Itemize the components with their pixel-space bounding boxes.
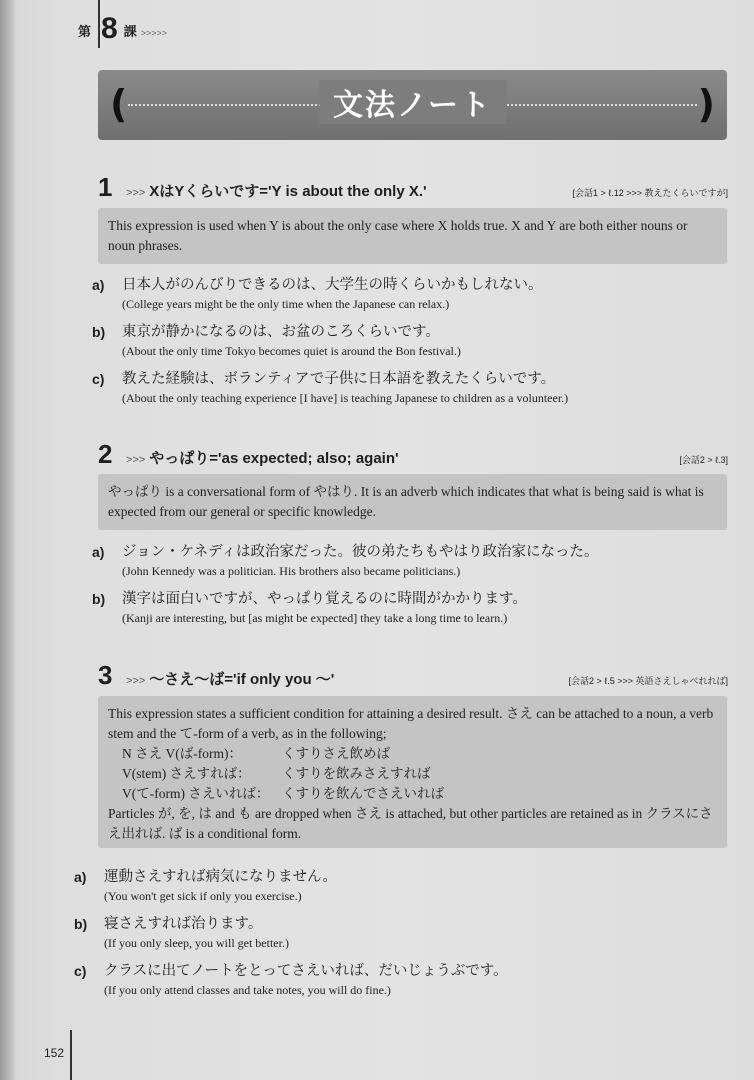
example-japanese: 日本人がのんびりできるのは、大学生の時くらいかもしれない。: [122, 277, 543, 293]
section-title: やっぱり='as expected; also; again': [149, 450, 399, 467]
explanation-intro: This expression states a sufficient condition for attaining a desired result. さえ can be attached to a noun, a verb stem and the て-form of a verb, as in the following;: [108, 706, 714, 741]
section-arrows: >>>: [126, 454, 146, 466]
section-title: ～さえ～ば='if only you ～': [149, 671, 335, 688]
example-japanese: 東京が静かになるのは、お盆のころくらいです。: [122, 324, 440, 340]
chapter-prefix: 第: [78, 24, 92, 39]
example-english: (If you only attend classes and take notes, you will do fine.): [104, 983, 391, 997]
example-label: c): [74, 963, 87, 979]
form-example: くすりを飲みさえすれば: [282, 766, 431, 781]
section-3-explanation: [98, 696, 727, 848]
section-2-explanation: [98, 474, 727, 530]
example-japanese: 教えた経験は、ボランティアで子供に日本語を教えたくらいです。: [122, 371, 556, 387]
form-pattern: V(stem) さえすれば：: [122, 766, 251, 781]
chapter-suffix: 課: [123, 24, 137, 39]
section-3-example-c: [74, 960, 714, 998]
example-english: (You won't get sick if only you exercise.): [104, 889, 302, 903]
explanation-text: This expression is used when Y is about the only case where X holds true. X and Y are both either nouns or noun phrases.: [108, 218, 688, 253]
example-label: b): [92, 324, 106, 340]
example-label: c): [92, 371, 105, 387]
example-english: (About the only teaching experience [I have] is teaching Japanese to children as a volunteer.): [122, 391, 569, 405]
section-title: XはYくらいです='Y is about the only X.': [149, 183, 427, 200]
section-3-heading: [98, 660, 728, 691]
example-label: b): [92, 591, 106, 607]
form-row: [108, 764, 717, 784]
form-pattern: N さえ V(ば-form)：: [122, 746, 242, 761]
section-3-example-b: [74, 913, 714, 951]
explanation-text: やっぱり is a conversational form of やはり. It is an adverb which indicates that what is being said is what is expected from our general or specific knowledge.: [108, 484, 704, 519]
section-2-example-a: [92, 541, 732, 579]
section-reference: [会話2 > ℓ.3]: [679, 455, 728, 465]
footer-divider: [70, 1030, 72, 1080]
section-1-example-c: [92, 368, 732, 406]
form-pattern: V(て-form) さえいれば：: [122, 786, 270, 801]
example-label: a): [92, 277, 105, 293]
section-reference: [会話2 > ℓ.5 >>> 英語さえしゃべれれば]: [568, 676, 728, 686]
section-1-heading: [98, 172, 728, 203]
example-japanese: 寝さえすれば治ります。: [104, 916, 263, 932]
section-2-example-b: [92, 588, 732, 626]
example-japanese: クラスに出てノートをとってさえいれば、だいじょうぶです。: [104, 963, 508, 979]
banner-right-bracket: ): [697, 82, 715, 126]
example-japanese: 運動さえすれば病気になりません。: [104, 869, 337, 885]
form-example: くすりを飲んでさえいれば: [282, 786, 444, 801]
example-label: b): [74, 916, 88, 932]
example-english: (John Kennedy was a politician. His brothers also became politicians.): [122, 564, 461, 578]
example-label: a): [92, 544, 105, 560]
section-2-heading: [98, 439, 728, 470]
example-english: (College years might be the only time when the Japanese can relax.): [122, 297, 450, 311]
example-label: a): [74, 869, 87, 885]
section-arrows: >>>: [126, 187, 146, 199]
section-arrows: >>>: [126, 675, 146, 687]
example-english: (If you only sleep, you will get better.): [104, 936, 289, 950]
example-english: (About the only time Tokyo becomes quiet is around the Bon festival.): [122, 344, 461, 358]
page-number: 152: [44, 1046, 65, 1060]
section-reference: [会話1 > ℓ.12 >>> 教えたくらいですが]: [572, 188, 728, 198]
grammar-notes-banner: [98, 70, 727, 140]
book-spine-shadow: [0, 0, 14, 1080]
section-1-explanation: [98, 208, 727, 264]
section-number: 3: [98, 660, 113, 690]
section-1-example-b: [92, 321, 732, 359]
example-japanese: ジョン・ケネディは政治家だった。彼の弟たちもやはり政治家になった。: [122, 544, 599, 560]
example-japanese: 漢字は面白いですが、やっぱり覚えるのに時間がかかります。: [122, 591, 527, 607]
chapter-header: [78, 14, 167, 44]
example-english: (Kanji are interesting, but [as might be expected] they take a long time to learn.): [122, 611, 508, 625]
section-number: 2: [98, 439, 113, 469]
banner-title: 文法ノート: [319, 80, 506, 124]
banner-left-bracket: (: [110, 82, 128, 126]
chapter-number: 8: [101, 12, 118, 45]
form-row: [108, 784, 717, 804]
form-row: [108, 744, 717, 764]
section-number: 1: [98, 172, 113, 202]
explanation-outro: Particles が, を, は and も are dropped when さえ is attached, but other particles are retained as in クラスにさえ出れば. ば is a conditional form.: [108, 806, 713, 841]
chapter-arrows: >>>>>: [140, 28, 167, 38]
section-3-example-a: [74, 866, 714, 904]
form-example: くすりさえ飲めば: [282, 746, 390, 761]
section-1-example-a: [92, 274, 732, 312]
